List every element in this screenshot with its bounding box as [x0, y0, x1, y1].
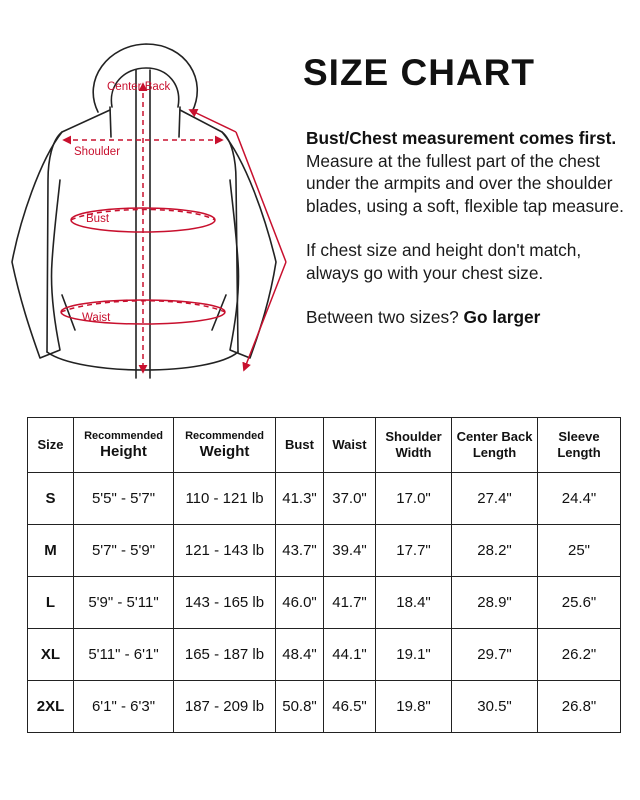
- cell-height: 6'1" - 6'3": [74, 681, 174, 733]
- waist-label: Waist: [82, 312, 111, 324]
- cell-weight: 143 - 165 lb: [174, 577, 276, 629]
- table-row: [28, 681, 621, 733]
- sleeve-line: [190, 110, 236, 132]
- measurement-instructions: [306, 127, 631, 351]
- cell-waist: 44.1": [324, 629, 376, 681]
- cell-height: 5'5" - 5'7": [74, 473, 174, 525]
- cell-sleeve: 24.4": [538, 473, 621, 525]
- cell-bust: 41.3": [276, 473, 324, 525]
- header-bust: Bust: [276, 418, 324, 473]
- page-title: SIZE CHART: [303, 52, 535, 93]
- cell-shoulder: 17.7": [376, 525, 452, 577]
- header-center-back: Center Back Length: [452, 418, 538, 473]
- cell-height: 5'7" - 5'9": [74, 525, 174, 577]
- cell-waist: 41.7": [324, 577, 376, 629]
- instruction-bold: Bust/Chest measurement comes first.: [306, 128, 617, 148]
- shoulder-label: Shoulder: [74, 146, 121, 158]
- cell-bust: 48.4": [276, 629, 324, 681]
- header-size: Size: [28, 418, 74, 473]
- cell-size: XL: [28, 629, 74, 681]
- bust-label: Bust: [86, 213, 110, 225]
- cell-size: 2XL: [28, 681, 74, 733]
- cell-size: S: [28, 473, 74, 525]
- center-back-label: Center Back: [107, 81, 171, 93]
- table-header-row: [28, 418, 621, 473]
- table-row: [28, 577, 621, 629]
- cell-shoulder: 19.1": [376, 629, 452, 681]
- size-table: [27, 417, 621, 733]
- cell-height: 5'9" - 5'11": [74, 577, 174, 629]
- measurement-guides: [61, 84, 286, 372]
- go-larger-text: Go larger: [463, 307, 541, 327]
- header-shoulder: Shoulder Width: [376, 418, 452, 473]
- cell-weight: 110 - 121 lb: [174, 473, 276, 525]
- header-waist: Waist: [324, 418, 376, 473]
- jacket-outline: [12, 44, 276, 378]
- instruction-paragraph-1: Bust/Chest measurement comes first. Measure at the fullest part of the chest under the armpits and over the shoulder blades, using a soft, flexible tap measure.: [306, 128, 624, 216]
- cell-center-back: 28.2": [452, 525, 538, 577]
- cell-waist: 46.5": [324, 681, 376, 733]
- table-row: [28, 629, 621, 681]
- header-sleeve: Sleeve Length: [538, 418, 621, 473]
- cell-sleeve: 25.6": [538, 577, 621, 629]
- cell-center-back: 28.9": [452, 577, 538, 629]
- cell-center-back: 30.5": [452, 681, 538, 733]
- header-weight: Recommended Weight: [174, 418, 276, 473]
- cell-sleeve: 26.8": [538, 681, 621, 733]
- cell-bust: 50.8": [276, 681, 324, 733]
- cell-center-back: 27.4": [452, 473, 538, 525]
- cell-weight: 165 - 187 lb: [174, 629, 276, 681]
- cell-bust: 43.7": [276, 525, 324, 577]
- cell-size: L: [28, 577, 74, 629]
- cell-sleeve: 26.2": [538, 629, 621, 681]
- header-height: Recommended Height: [74, 418, 174, 473]
- instruction-paragraph-2: If chest size and height don't match, always go with your chest size.: [306, 240, 582, 283]
- cell-weight: 187 - 209 lb: [174, 681, 276, 733]
- table-row: [28, 473, 621, 525]
- cell-shoulder: 18.4": [376, 577, 452, 629]
- jacket-measurement-diagram: [0, 40, 290, 390]
- cell-center-back: 29.7": [452, 629, 538, 681]
- cell-sleeve: 25": [538, 525, 621, 577]
- instruction-paragraph-3: Between two sizes? Go larger: [306, 307, 541, 327]
- cell-size: M: [28, 525, 74, 577]
- cell-height: 5'11" - 6'1": [74, 629, 174, 681]
- cell-waist: 39.4": [324, 525, 376, 577]
- cell-shoulder: 17.0": [376, 473, 452, 525]
- cell-shoulder: 19.8": [376, 681, 452, 733]
- table-row: [28, 525, 621, 577]
- cell-waist: 37.0": [324, 473, 376, 525]
- cell-weight: 121 - 143 lb: [174, 525, 276, 577]
- cell-bust: 46.0": [276, 577, 324, 629]
